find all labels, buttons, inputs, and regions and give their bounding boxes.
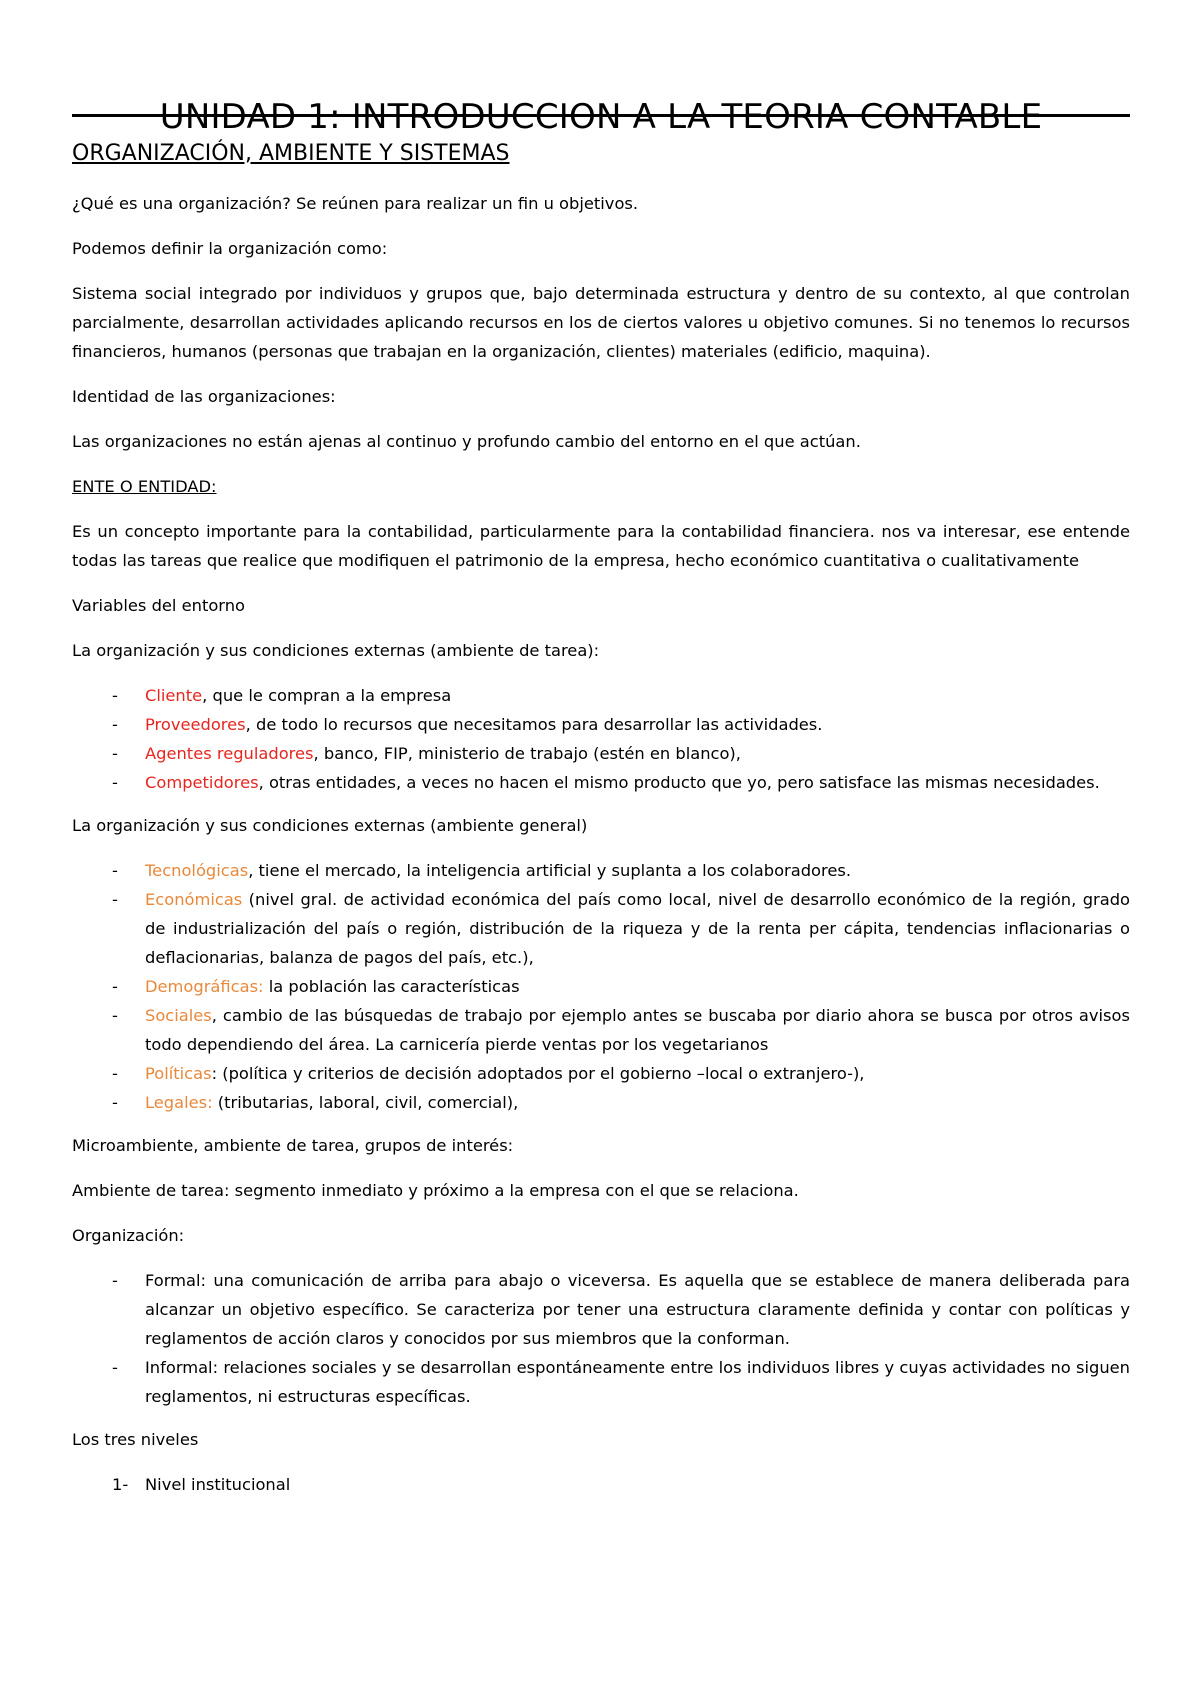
list-text: (tributarias, laboral, civil, comercial), <box>212 1093 519 1112</box>
list-item <box>72 885 1130 972</box>
list-term: Competidores <box>145 773 259 792</box>
list-item <box>72 710 1130 739</box>
list-text: la población las características <box>263 977 520 996</box>
list-term: Proveedores <box>145 715 246 734</box>
list-term: Cliente <box>145 686 203 705</box>
list-term: Tecnológicas <box>145 861 249 880</box>
paragraph-ente: Es un concepto importante para la contabilidad, particularmente para la contabilidad financiera. nos va interesar, ese entende todas las tareas que realice que modifiquen el patrimonio de la empresa, hecho económico cuantitativa o cualitativamente <box>72 522 1130 570</box>
levels-list <box>72 1470 1130 1499</box>
paragraph-change: Las organizaciones no están ajenas al continuo y profundo cambio del entorno en el que actúan. <box>72 432 861 451</box>
list-item <box>72 768 1130 797</box>
list-text: (nivel gral. de actividad económica del país como local, nivel de desarrollo económico de la región, grado de industrialización del país o región, distribución de la riqueza y de la renta per cápita, tendencias inflacionarias o deflacionarias, balanza de pagos del país, etc.), <box>145 890 1130 967</box>
paragraph-org: Organización: <box>72 1226 185 1245</box>
paragraph-levels: Los tres niveles <box>72 1430 199 1449</box>
task-env-list <box>72 681 1130 797</box>
list-item <box>72 739 1130 768</box>
list-item <box>72 856 1130 885</box>
list-item <box>72 1001 1130 1059</box>
list-text: , de todo lo recursos que necesitamos para desarrollar las actividades. <box>245 715 823 734</box>
paragraph-task-env: La organización y sus condiciones externas (ambiente de tarea): <box>72 641 600 660</box>
list-text: Nivel institucional <box>145 1475 291 1494</box>
general-env-list <box>72 856 1130 1117</box>
list-text: , banco, FIP, ministerio de trabajo (estén en blanco), <box>313 744 741 763</box>
list-term: Demográficas: <box>145 977 264 996</box>
paragraph-micro: Microambiente, ambiente de tarea, grupos de interés: <box>72 1136 514 1155</box>
list-item <box>72 1088 1130 1117</box>
list-text: , cambio de las búsquedas de trabajo por ejemplo antes se buscaba por diario ahora se busca por otros avisos todo dependiendo del área. La carnicería pierde ventas por los vegetarianos <box>145 1006 1130 1054</box>
list-item <box>72 1470 1130 1499</box>
paragraph-general-env: La organización y sus condiciones externas (ambiente general) <box>72 816 588 835</box>
paragraph-what: ¿Qué es una organización? Se reúnen para realizar un fin u objetivos. <box>72 194 639 213</box>
list-term: Sociales <box>145 1006 212 1025</box>
org-types-list <box>72 1266 1130 1411</box>
list-item <box>72 1059 1130 1088</box>
title-underline <box>72 114 1130 117</box>
list-item: - Formal: una comunicación de arriba para abajo o viceversa. Es aquella que se establece de manera deliberada para alcanzar un objetivo específico. Se caracteriza por tener una estructura claramente definida y contar con políticas y reglamentos de acción claros y conocidos por sus miembros que la conforman. <box>72 1266 1130 1353</box>
list-item: - Informal: relaciones sociales y se desarrollan espontáneamente entre los individuos libres y cuyas actividades no siguen reglamentos, ni estructuras específicas. <box>72 1353 1130 1411</box>
ente-heading: ENTE O ENTIDAD: <box>72 477 217 496</box>
paragraph-system: Sistema social integrado por individuos y grupos que, bajo determinada estructura y dentro de su contexto, al que controlan parcialmente, desarrollan actividades aplicando recursos en los de ciertos valores u objetivo comunes. Si no tenemos lo recursos financieros, humanos (personas que trabajan en la organización, clientes) materiales (edificio, maquina). <box>72 284 1130 361</box>
list-text: : (política y criterios de decisión adoptados por el gobierno –local o extranjero-), <box>211 1064 865 1083</box>
list-text: , que le compran a la empresa <box>202 686 452 705</box>
paragraph-define: Podemos definir la organización como: <box>72 239 388 258</box>
list-term: Agentes reguladores <box>145 744 314 763</box>
page-title: UNIDAD 1: INTRODUCCION A LA TEORIA CONTABLE <box>159 96 1043 137</box>
list-text: , tiene el mercado, la inteligencia artificial y suplanta a los colaboradores. <box>248 861 852 880</box>
list-item <box>72 972 1130 1001</box>
document-body <box>72 189 1130 1513</box>
paragraph-identity: Identidad de las organizaciones: <box>72 387 336 406</box>
list-item <box>72 681 1130 710</box>
list-text: , otras entidades, a veces no hacen el mismo producto que yo, pero satisface las mismas necesidades. <box>258 773 1100 792</box>
list-term: Legales: <box>145 1093 213 1112</box>
paragraph-variables: Variables del entorno <box>72 596 245 615</box>
section-heading: ORGANIZACIÓN, AMBIENTE Y SISTEMAS <box>72 141 510 166</box>
list-term: Políticas <box>145 1064 212 1083</box>
list-number: 1- <box>112 1475 129 1494</box>
paragraph-task-def: Ambiente de tarea: segmento inmediato y próximo a la empresa con el que se relaciona. <box>72 1181 799 1200</box>
list-term: Económicas <box>145 890 243 909</box>
